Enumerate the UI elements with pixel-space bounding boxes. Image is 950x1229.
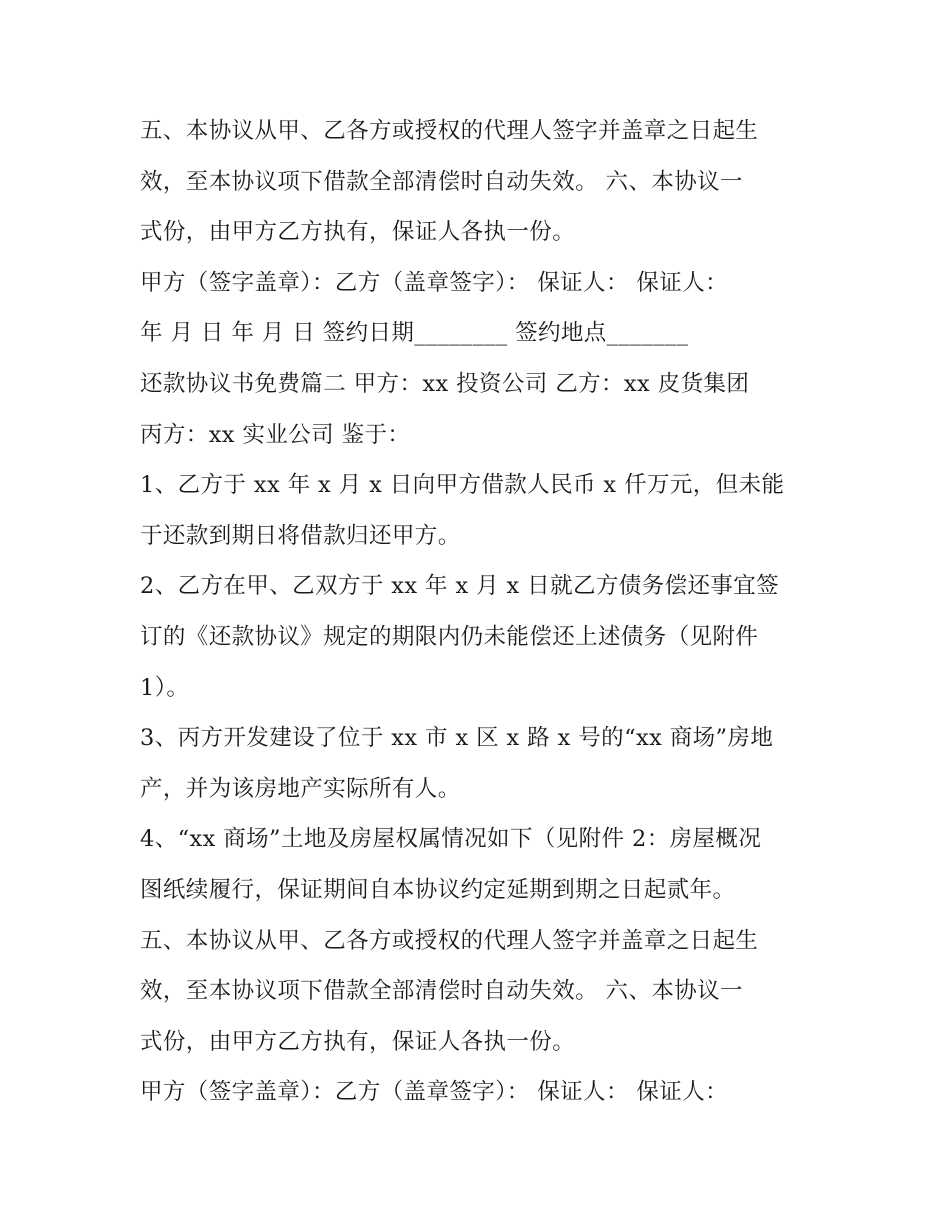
text-line: 甲方（签字盖章）：乙方（盖章签字）： 保证人： 保证人： [140,269,729,296]
text-line: 4、“xx 商场”土地及房屋权属情况如下（见附件 2：房屋概况 [140,826,762,853]
text-line: 3、丙方开发建设了位于 xx 市 x 区 x 路 x 号的“xx 商场”房地 [140,725,774,752]
text-line: 还款协议书免费篇二 甲方：xx 投资公司 乙方：xx 皮货集团 [140,370,750,397]
text-line: 五、本协议从甲、乙各方或授权的代理人签字并盖章之日起生 [140,927,759,954]
text-line: 式份，由甲方乙方执有，保证人各执一份。 [140,1028,576,1055]
text-line: 2、乙方在甲、乙双方于 xx 年 x 月 x 日就乙方债务偿还事宜签 [140,573,780,600]
text-line: 丙方：xx 实业公司 鉴于： [140,421,411,448]
text-line: 1、乙方于 xx 年 x 月 x 日向甲方借款人民币 x 仟万元，但未能 [140,472,785,499]
text-line: 效，至本协议项下借款全部清偿时自动失效。 六、本协议一 [140,978,743,1005]
text-line: 订的《还款协议》规定的期限内仍未能偿还上述债务（见附件 [140,623,759,650]
text-line: 1）。 [140,674,190,701]
text-line: 产，并为该房地产实际所有人。 [140,775,461,802]
text-line: 甲方（签字盖章）：乙方（盖章签字）： 保证人： 保证人： [140,1079,729,1106]
text-line: 五、本协议从甲、乙各方或授权的代理人签字并盖章之日起生 [140,118,759,144]
text-line: 年 月 日 年 月 日 签约日期________ 签约地点_______ [140,320,689,347]
text-line: 式份，由甲方乙方执有，保证人各执一份。 [140,219,576,246]
text-line: 于还款到期日将借款归还甲方。 [140,522,461,549]
text-line: 效，至本协议项下借款全部清偿时自动失效。 六、本协议一 [140,168,743,195]
text-line: 图纸续履行，保证期间自本协议约定延期到期之日起贰年。 [140,876,736,903]
document-body [140,106,830,1118]
